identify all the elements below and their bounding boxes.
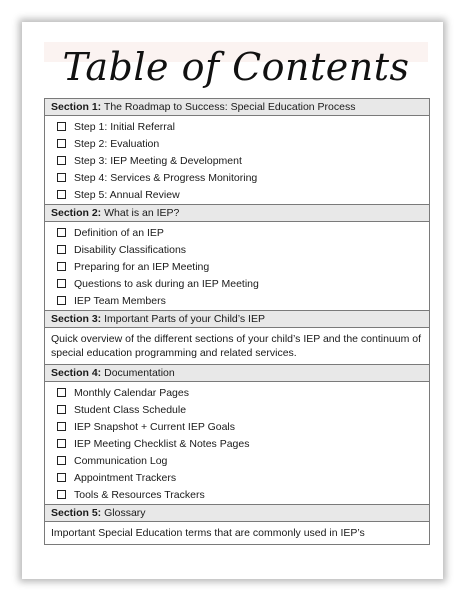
- list-item-label: Preparing for an IEP Meeting: [74, 260, 210, 273]
- section-3-title: Important Parts of your Child’s IEP: [104, 313, 265, 325]
- section-5-body: [45, 522, 429, 544]
- list-item: [45, 258, 429, 275]
- list-item-label: Communication Log: [74, 454, 168, 467]
- list-item-label: Tools & Resources Trackers: [74, 488, 205, 501]
- list-item: [45, 275, 429, 292]
- page-title: Table of Contents: [62, 45, 410, 89]
- section-5-header: [45, 505, 429, 522]
- checkbox-icon[interactable]: [57, 279, 66, 288]
- list-item: [45, 452, 429, 469]
- checkbox-icon[interactable]: [57, 490, 66, 499]
- section-1-number: Section 1:: [51, 101, 102, 113]
- checkbox-icon[interactable]: [57, 473, 66, 482]
- list-item-label: Disability Classifications: [74, 243, 187, 256]
- section-4-number: Section 4:: [51, 367, 102, 379]
- list-item-label: Student Class Schedule: [74, 403, 187, 416]
- checkbox-icon[interactable]: [57, 122, 66, 131]
- checkbox-icon[interactable]: [57, 156, 66, 165]
- list-item: [45, 118, 429, 135]
- table-of-contents: [44, 98, 430, 545]
- checkbox-icon[interactable]: [57, 262, 66, 271]
- list-item: [45, 135, 429, 152]
- list-item: [45, 435, 429, 452]
- section-3-header: [45, 311, 429, 328]
- checkbox-icon[interactable]: [57, 388, 66, 397]
- section-4-title: Documentation: [104, 367, 175, 379]
- list-item: [45, 186, 429, 203]
- list-item-label: Step 3: IEP Meeting & Development: [74, 154, 242, 167]
- section-3-description: Quick overview of the different sections of your child’s IEP and the continuum of special education programming and related services.: [51, 333, 422, 359]
- list-item: [45, 418, 429, 435]
- list-item: [45, 169, 429, 186]
- list-item: [45, 469, 429, 486]
- list-item: [45, 292, 429, 309]
- section-5-number: Section 5:: [51, 507, 102, 519]
- checkbox-icon[interactable]: [57, 296, 66, 305]
- checkbox-icon[interactable]: [57, 422, 66, 431]
- section-2-number: Section 2:: [51, 207, 102, 219]
- list-item-label: Step 5: Annual Review: [74, 188, 180, 201]
- checkbox-icon[interactable]: [57, 173, 66, 182]
- section-2-title: What is an IEP?: [104, 207, 180, 219]
- list-item-label: Questions to ask during an IEP Meeting: [74, 277, 259, 290]
- section-1-body: [45, 116, 429, 205]
- list-item-label: Definition of an IEP: [74, 226, 164, 239]
- section-4-header: [45, 365, 429, 382]
- list-item-label: Monthly Calendar Pages: [74, 386, 189, 399]
- list-item: [45, 384, 429, 401]
- list-item: [45, 224, 429, 241]
- list-item-label: Appointment Trackers: [74, 471, 177, 484]
- section-3-body: [45, 328, 429, 365]
- checkbox-icon[interactable]: [57, 405, 66, 414]
- checkbox-icon[interactable]: [57, 228, 66, 237]
- list-item-label: IEP Team Members: [74, 294, 166, 307]
- section-5-description: Important Special Education terms that are commonly used in IEP’s: [51, 527, 365, 539]
- section-1-title: The Roadmap to Success: Special Education Process: [103, 101, 356, 113]
- checkbox-icon[interactable]: [57, 190, 66, 199]
- section-2-header: [45, 205, 429, 222]
- section-1-header: [45, 99, 429, 116]
- section-5-title: Glossary: [104, 507, 146, 519]
- checkbox-icon[interactable]: [57, 245, 66, 254]
- list-item-label: Step 1: Initial Referral: [74, 120, 175, 133]
- list-item-label: IEP Meeting Checklist & Notes Pages: [74, 437, 250, 450]
- list-item-label: IEP Snapshot + Current IEP Goals: [74, 420, 235, 433]
- checkbox-icon[interactable]: [57, 456, 66, 465]
- checkbox-icon[interactable]: [57, 439, 66, 448]
- list-item: [45, 401, 429, 418]
- list-item: [45, 152, 429, 169]
- list-item: [45, 241, 429, 258]
- checkbox-icon[interactable]: [57, 139, 66, 148]
- section-4-body: [45, 382, 429, 505]
- section-2-body: [45, 222, 429, 311]
- list-item: [45, 486, 429, 503]
- list-item-label: Step 2: Evaluation: [74, 137, 160, 150]
- section-3-number: Section 3:: [51, 313, 102, 325]
- list-item-label: Step 4: Services & Progress Monitoring: [74, 171, 258, 184]
